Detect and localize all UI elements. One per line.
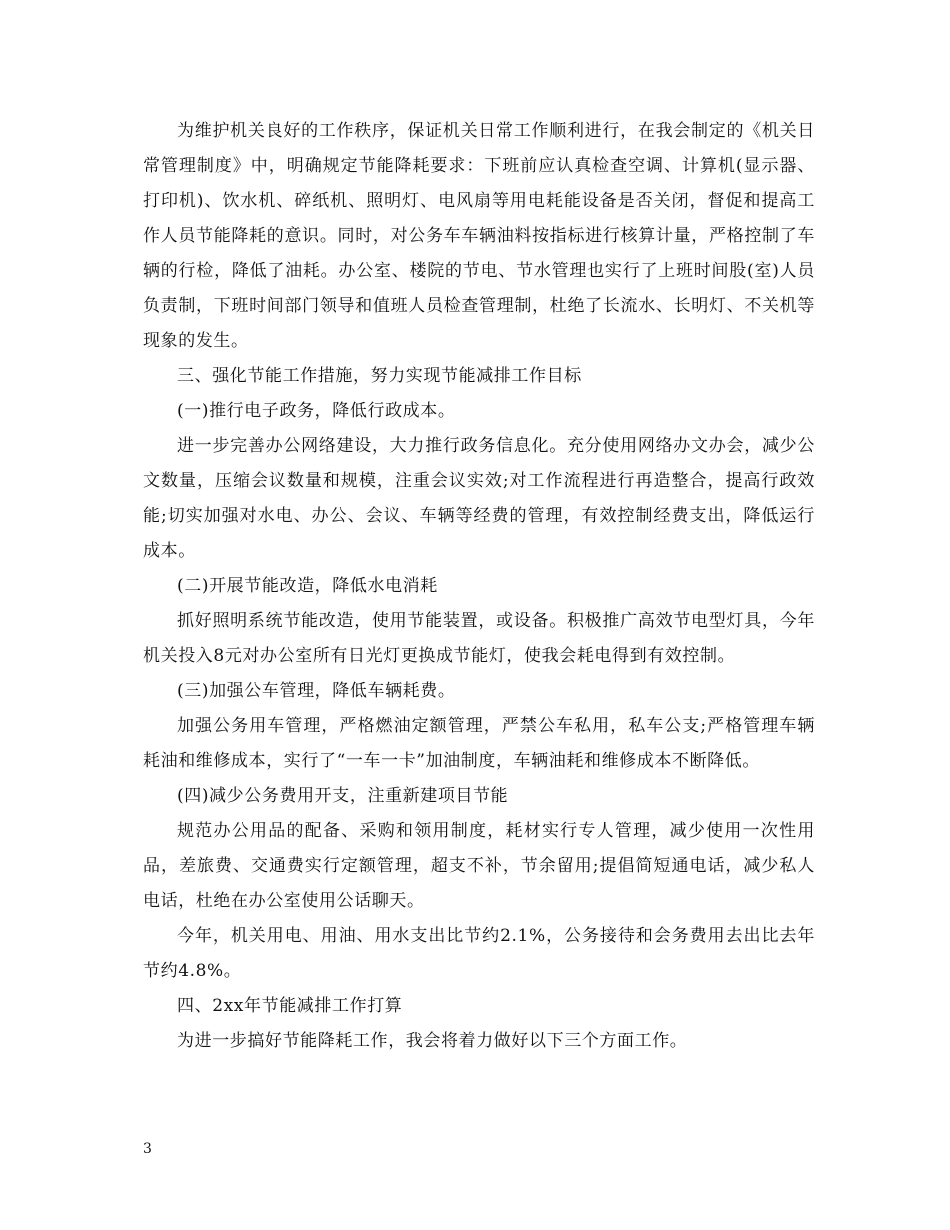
- paragraph-next-plan: 为进一步搞好节能降耗工作，我会将着力做好以下三个方面工作。: [177, 1031, 688, 1051]
- subheading-4: (四)减少公务费用开支，注重新建项目节能: [177, 786, 509, 806]
- subheading-3: (三)加强公车管理，降低车辆耗费。: [177, 681, 456, 701]
- paragraph-lighting-retrofit: 抓好照明系统节能改造，使用节能装置，或设备。积极推广高效节电型灯具，今年机关投入8元对办公室所有日光灯更换成节能灯，使我会耗电得到有效控制。: [143, 611, 815, 666]
- document-body: [143, 114, 815, 1059]
- subheading-1: (一)推行电子政务，降低行政成本。: [177, 401, 456, 421]
- paragraph-e-government: 进一步完善办公网络建设，大力推行政务信息化。充分使用网络办文办会，减少公文数量，压缩会议数量和规模，注重会议实效;对工作流程进行再造整合，提高行政效能;切实加强对水电、办公、会议、车辆等经费的管理，有效控制经费支出，降低运行成本。: [143, 436, 815, 561]
- paragraph-savings-result: 今年，机关用电、用油、用水支出比节约2.1%，公务接待和会务费用去出比去年节约4.8%。: [143, 926, 815, 981]
- subheading-2: (二)开展节能改造，降低水电消耗: [177, 576, 438, 596]
- paragraph-vehicle-management: 加强公务用车管理，严格燃油定额管理，严禁公车私用，私车公支;严格管理车辆耗油和维修成本，实行了“一车一卡”加油制度，车辆油耗和维修成本不断降低。: [143, 716, 815, 771]
- page-number: 3: [143, 1141, 152, 1157]
- section-heading-4: 四、2xx年节能减排工作打算: [177, 996, 403, 1016]
- section-heading-3: 三、强化节能工作措施，努力实现节能减排工作目标: [177, 366, 582, 386]
- paragraph-office-supplies: 规范办公用品的配备、采购和领用制度，耗材实行专人管理，减少使用一次性用品，差旅费、交通费实行定额管理，超支不补，节余留用;提倡简短通电话，减少私人电话，杜绝在办公室使用公话聊天。: [143, 821, 815, 911]
- paragraph-energy-management: 为维护机关良好的工作秩序，保证机关日常工作顺利进行，在我会制定的《机关日常管理制度》中，明确规定节能降耗要求：下班前应认真检查空调、计算机(显示器、打印机)、饮水机、碎纸机、照明灯、电风扇等用电耗能设备是否关闭，督促和提高工作人员节能降耗的意识。同时，对公务车车辆油料按指标进行核算计量，严格控制了车辆的行检，降低了油耗。办公室、楼院的节电、节水管理也实行了上班时间股(室)人员负责制，下班时间部门领导和值班人员检查管理制，杜绝了长流水、长明灯、不关机等现象的发生。: [143, 121, 815, 351]
